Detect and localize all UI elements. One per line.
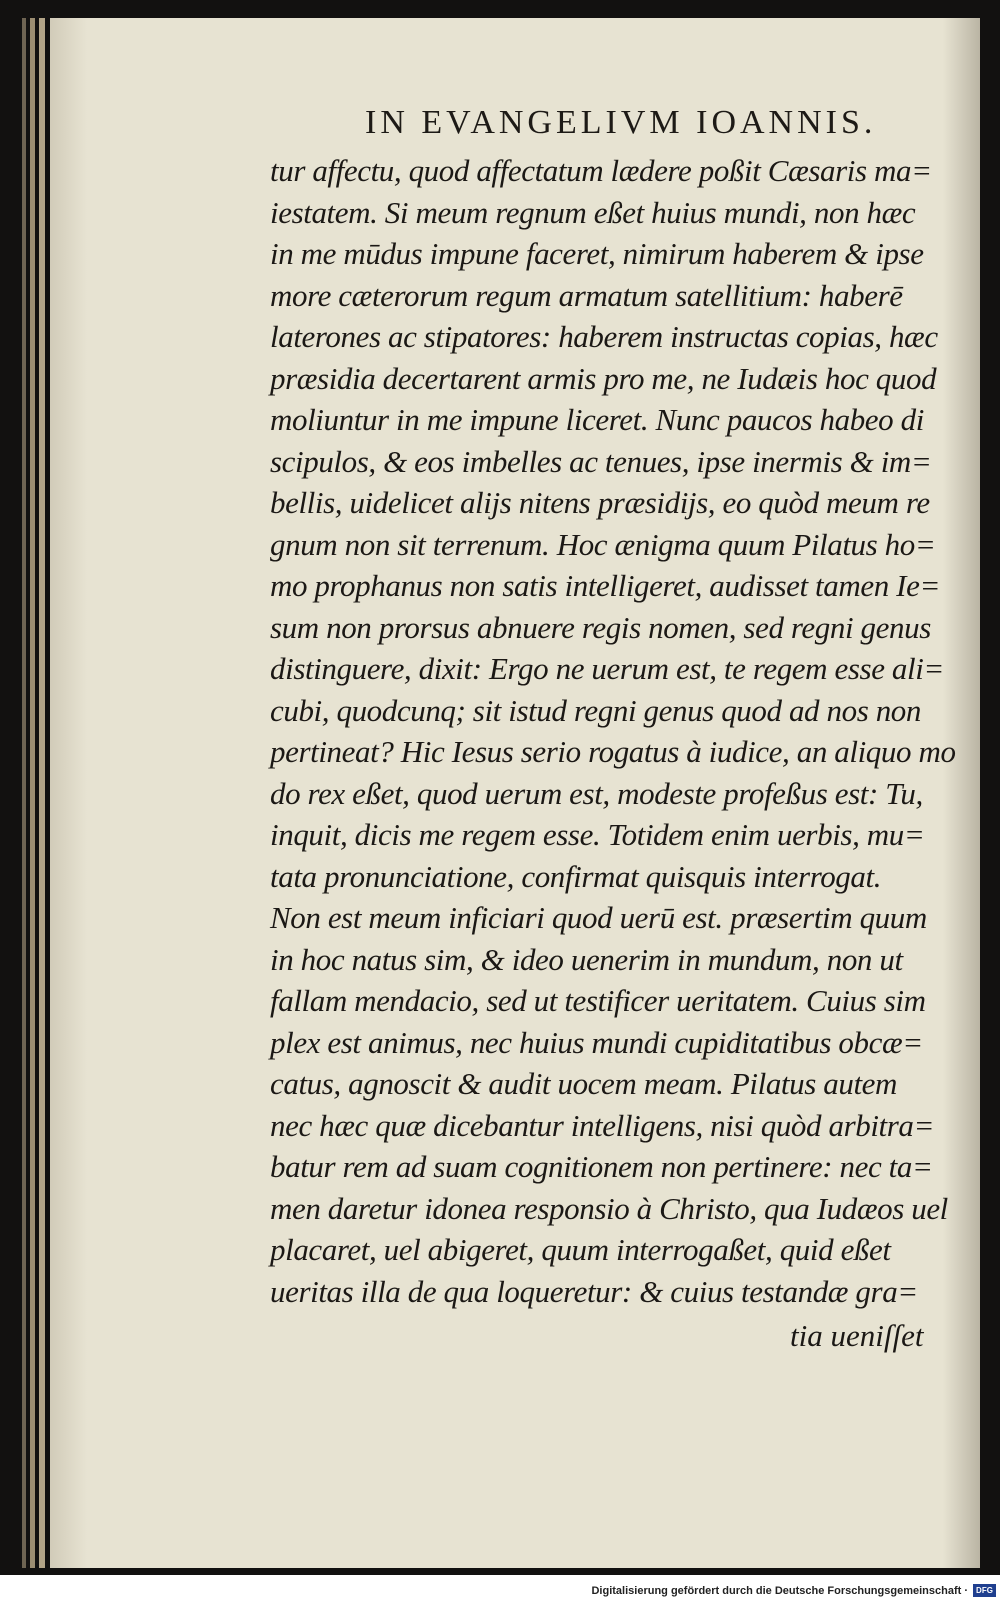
text-line: tur affectu, quod affectatum lædere poßit Cæsaris ma= [270, 153, 932, 188]
text-line: Non est meum inficiari quod uerū est. præsertim quum [270, 900, 927, 935]
page-edge [22, 18, 26, 1568]
text-line: cubi, quodcunq; sit istud regni genus quod ad nos non [270, 692, 922, 728]
text-line: tata pronunciatione, confirmat quisquis interrogat. [270, 858, 882, 894]
text-line: more cæterorum regum armatum satellitium: haberē [270, 277, 903, 313]
text-line: plex est animus, nec huius mundi cupiditatibus obcæ= [270, 1024, 923, 1060]
text-line: gnum non sit terrenum. Hoc ænigma quum Pilatus ho= [270, 526, 936, 562]
text-line: men daretur idonea responsio à Christo, qua Iudæos uel [270, 1190, 948, 1226]
body-text [270, 150, 956, 1312]
text-line: in me mūdus impune faceret, nimirum haberem & ipse [270, 236, 924, 271]
text-line: nec hæc quæ dicebantur intelligens, nisi quòd arbitra= [270, 1107, 935, 1143]
text-line: do rex eßet, quod uerum est, modeste profeßus est: Tu, [270, 775, 923, 811]
text-line: mo prophanus non satis intelligeret, audisset tamen Ie= [270, 568, 940, 603]
catchword: tia ueniſſet [790, 1318, 924, 1353]
text-line: laterones ac stipatores: haberem instructas copias, hæc [270, 319, 938, 354]
page-edge [39, 18, 45, 1568]
text-line: ueritas illa de qua loqueretur: & cuius testandæ gra= [270, 1273, 918, 1309]
text-line: fallam mendacio, sed ut testificer ueritatem. Cuius sim [270, 983, 926, 1018]
text-line: moliuntur in me impune liceret. Nunc paucos habeo di [270, 402, 924, 437]
text-line: bellis, uidelicet alijs nitens præsidijs, eo quòd meum re [270, 485, 930, 520]
text-line: batur rem ad suam cognitionem non pertinere: nec ta= [270, 1149, 933, 1184]
running-head: IN EVANGELIVM IOANNIS. [365, 104, 877, 141]
text-line: sum non prorsus abnuere regis nomen, sed regni genus [270, 609, 931, 645]
text-line: catus, agnoscit & audit uocem meam. Pilatus autem [270, 1066, 898, 1101]
text-line: placaret, uel abigeret, quum interrogaßet, quid eßet [270, 1232, 891, 1267]
text-line: iestatem. Si meum regnum eßet huius mundi, non hæc [270, 194, 916, 230]
digitization-credit: Digitalisierung gefördert durch die Deutsche Forschungsgemeinschaft · [591, 1585, 968, 1597]
text-line: pertineat? Hic Iesus serio rogatus à iudice, an aliquo mo [270, 734, 956, 769]
text-line: distinguere, dixit: Ergo ne uerum est, te regem esse ali= [270, 651, 944, 686]
text-line: in hoc natus sim, & ideo uenerim in mundum, non ut [270, 941, 903, 977]
page-edge [30, 18, 35, 1568]
text-line: scipulos, & eos imbelles ac tenues, ipse inermis & im= [270, 443, 932, 479]
text-line: præsidia decertarent armis pro me, ne Iudæis hoc quod [270, 360, 937, 396]
text-line: inquit, dicis me regem esse. Totidem enim uerbis, mu= [270, 817, 925, 852]
dfg-logo-icon: DFG [973, 1584, 996, 1597]
